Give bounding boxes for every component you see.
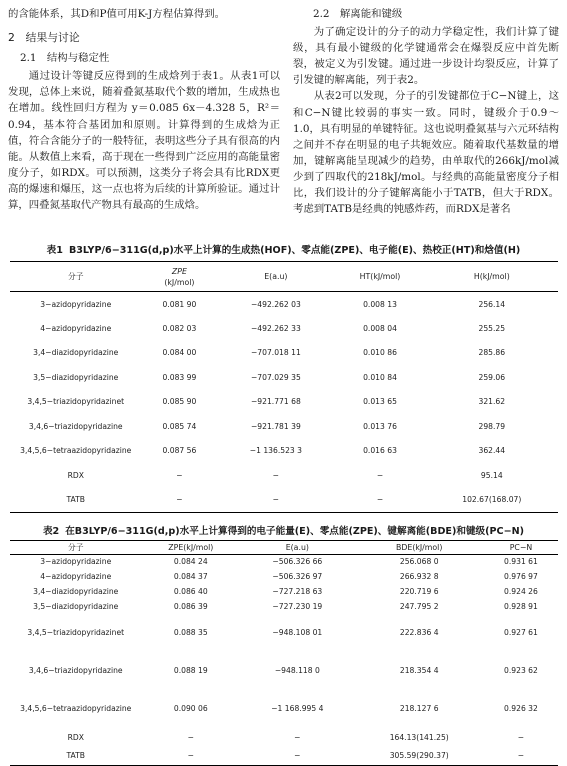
table-row [10, 728, 558, 747]
table-cell-pcn: − [517, 732, 525, 742]
table-cell-e: − [272, 470, 280, 480]
table-cell-bde: 164.13(141.25) [389, 732, 449, 742]
table-cell-h: 321.62 [478, 397, 506, 407]
table-row [10, 390, 558, 415]
table2-number: 表2 [42, 526, 60, 537]
table-cell-h: 95.14 [480, 470, 503, 480]
table-cell-ht: 0.010 86 [363, 348, 397, 358]
table-cell-zpe: 0.086 39 [173, 601, 208, 611]
table-row [10, 555, 558, 569]
table-cell-name: 3,5−diazidopyridazine [33, 372, 119, 382]
table-cell-ht: 0.016 63 [363, 446, 397, 456]
table1-header-molecule: 分子 [10, 262, 142, 292]
table-cell-zpe: 0.082 03 [162, 323, 197, 333]
table-cell-ht: − [376, 470, 384, 480]
table1 [10, 261, 558, 513]
table-cell-name: RDX [67, 732, 84, 742]
table-cell-pcn: 0.928 91 [504, 601, 538, 611]
section-heading-results: 2 结果与讨论 [8, 31, 80, 45]
table-cell-pcn: 0.924 26 [504, 586, 538, 596]
table-cell-h: 259.06 [478, 372, 506, 382]
table-cell-e: −727.230 19 [272, 601, 323, 611]
table-row [10, 690, 558, 728]
table-cell-pcn: 0.931 61 [504, 557, 538, 567]
table2-header-pcn: PC−N [484, 541, 558, 555]
table-cell-h: 102.67(168.07) [462, 495, 522, 504]
table-cell-ht: 0.013 65 [363, 397, 397, 407]
left-text-column [8, 6, 280, 213]
table-row [10, 614, 558, 652]
table-cell-e: − [294, 751, 301, 761]
table-cell-bde: 220.719 6 [399, 586, 439, 596]
table-cell-ht: 0.008 13 [363, 299, 397, 309]
table2 [10, 540, 558, 766]
table1-header-h: H(kJ/mol) [426, 262, 558, 292]
table-cell-ht: 0.010 84 [363, 372, 397, 382]
table1-header-e: E(a.u) [217, 262, 334, 292]
table-cell-bde: 222.836 4 [399, 628, 439, 637]
table-row [10, 414, 558, 439]
table2-header-row [10, 541, 558, 555]
table-cell-pcn: − [517, 751, 525, 761]
table-cell-zpe: 0.087 56 [162, 446, 197, 456]
table-cell-ht: 0.008 04 [363, 323, 397, 333]
table-cell-name: 3,4,6−triazidopyridazine [28, 421, 123, 431]
table-cell-h: 362.44 [478, 446, 506, 456]
table-row [10, 439, 558, 464]
table-cell-zpe: 0.088 19 [173, 666, 208, 675]
table2-header-e: E(a.u) [240, 541, 354, 555]
table-cell-zpe: − [187, 732, 194, 742]
table-cell-e: −948.108 01 [272, 628, 323, 637]
table-cell-pcn: 0.926 32 [504, 704, 538, 713]
table-cell-name: TATB [66, 751, 86, 761]
table-cell-zpe: 0.086 40 [173, 586, 208, 596]
table-cell-h: 255.25 [478, 323, 506, 333]
table-cell-bde: 218.354 4 [399, 666, 439, 675]
table-row [10, 599, 558, 614]
table2-header-zpe: ZPE(kJ/mol) [142, 541, 241, 555]
subsection-heading-stability: 2.1 结构与稳定性 [20, 52, 110, 65]
table1-header-zpe [142, 262, 218, 292]
table-cell-name: 3,4,5−triazidopyridazinet [27, 397, 125, 407]
table-cell-name: 3−azidopyridazine [40, 299, 112, 309]
table1-title: B3LYP/6−311G(d,p)水平上计算的生成热(HOF)、零点能(ZPE)、电子能(E)、热校正(HT)和焓值(H) [68, 245, 521, 256]
table1-number: 表1 [46, 245, 63, 256]
table-cell-zpe: − [176, 470, 183, 480]
table-row [10, 569, 558, 584]
right-text-column [293, 6, 559, 217]
table-cell-name: 4−azidopyridazine [40, 323, 112, 333]
table-cell-e: −506.326 66 [272, 557, 323, 567]
table-row [10, 652, 558, 690]
table-cell-zpe: 0.090 06 [173, 704, 208, 713]
table-cell-e: −1 136.523 3 [249, 446, 302, 456]
table1-caption [0, 242, 567, 256]
table-row [10, 341, 558, 366]
table-cell-name: 3,5−diazidopyridazine [33, 601, 119, 611]
table-cell-e: −1 168.995 4 [271, 704, 324, 713]
table-cell-name: 3,4,5,6−tetraazidopyridazine [20, 704, 132, 713]
paragraph-bond-order: 为了确定设计的分子的动力学稳定性，我们计算了键级，具有最小键级的化学键通常会在爆裂反应中首先断裂，被定义为引发键。通过进一步设计均裂反应，计算了引发键的解离能，列于表2。 [293, 26, 559, 87]
table-row [10, 463, 558, 488]
paragraph-intro-tail: 的含能体系，其D和P值可用K-J方程估算得到。 [8, 8, 226, 20]
table-cell-name: TATB [66, 495, 86, 504]
table-row [10, 488, 558, 513]
table-cell-bde: 305.59(290.37) [389, 751, 449, 761]
table-cell-e: − [272, 495, 280, 504]
table-cell-zpe: 0.083 99 [162, 372, 197, 382]
table2-caption [0, 523, 567, 537]
table-cell-e: −921.781 39 [250, 421, 301, 431]
table-cell-pcn: 0.927 61 [504, 628, 538, 637]
table-cell-zpe: 0.085 90 [162, 397, 197, 407]
table-cell-bde: 218.127 6 [399, 704, 439, 713]
table-cell-e: −506.326 97 [272, 571, 323, 581]
table-cell-pcn: 0.976 97 [504, 571, 538, 581]
table-cell-e: −727.218 63 [272, 586, 323, 596]
table-row [10, 747, 558, 766]
table-cell-pcn: 0.923 62 [504, 666, 538, 675]
table-cell-zpe: 0.085 74 [162, 421, 197, 431]
table-cell-bde: 256.068 0 [399, 557, 439, 567]
subsection-heading-dissociation: 2.2 解离能和键级 [313, 8, 403, 20]
table-cell-name: 3,4−diazidopyridazine [33, 348, 119, 358]
table1-header-zpe-label: ZPE [171, 266, 187, 276]
table2-header-molecule: 分子 [10, 541, 142, 555]
table-cell-name: 3,4,5−triazidopyridazinet [27, 628, 125, 637]
table-cell-name: 3,4,5,6−tetraazidopyridazine [20, 446, 132, 456]
table-cell-name: 3,4−diazidopyridazine [33, 586, 119, 596]
table-row [10, 316, 558, 341]
table-cell-zpe: 0.084 24 [173, 557, 208, 567]
table2-header-bde: BDE(kJ/mol) [355, 541, 484, 555]
table-cell-e: − [294, 732, 301, 742]
table-cell-name: 4−azidopyridazine [40, 571, 112, 581]
table-cell-zpe: 0.088 35 [173, 628, 208, 637]
table-cell-h: 256.14 [478, 299, 506, 309]
table-cell-e: −921.771 68 [250, 397, 301, 407]
table2-title: 在B3LYP/6−311G(d,p)水平上计算得到的电子能量(E)、零点能(ZPE)、键解离能(BDE)和键级(PC−N) [65, 526, 525, 537]
table-cell-h: 285.86 [478, 348, 506, 358]
table-cell-zpe: 0.084 37 [173, 571, 208, 581]
table-cell-zpe: 0.084 00 [162, 348, 197, 358]
table-row [10, 584, 558, 599]
paragraph-bde-analysis: 从表2可以发现，分子的引发键都位于C−N键上，这和C−N键比较弱的事实一致。同时，键级介于0.9～1.0，具有明显的单键特征。这也说明叠氮基与六元环结构之间并不存在明显的电子共轭效应。随着取代基数量的增加，键解离能呈现减少的趋势，由单取代的266kJ/mol减少到了四取代的218kJ/mol。与经典的高能量密度分子相比，我们设计的分子键解离能小于TATB，但大于RDX。考虑到TATB是经典的钝感炸药，而RDX是著名 [293, 90, 559, 216]
table-cell-name: RDX [67, 470, 84, 480]
paragraph-stability: 通过设计等键反应得到的生成焓列于表1。从表1可以发现，总体上来说，随着叠氮基取代个数的增加，生成热也在增加。线性回归方程为 y＝0.085 6x－4.328 5，R²＝0.94，基本符合基团加和原则。计算得到的生成焓为正值，符合含能分子的一般特征，表明这些分子具有很高的内能。从数值上来看，高于现在一些得到广泛应用的高能量密度分子，如RDX。可以预测，这类分子将会具有比RDX更高的爆速和爆压，这一点也将为后续的计算所验证。通过计算，四叠氮基取代产物具有最高的生成焓。 [8, 70, 280, 212]
table-cell-h: 298.79 [478, 421, 506, 431]
table-cell-zpe: − [187, 751, 194, 761]
table-cell-zpe: 0.081 90 [162, 299, 197, 309]
table-cell-e: −492.262 03 [250, 299, 301, 309]
table-cell-name: 3−azidopyridazine [40, 557, 112, 567]
table-cell-bde: 266.932 8 [399, 571, 439, 581]
table-cell-e: −948.118 0 [274, 666, 320, 675]
table-row [10, 292, 558, 317]
table-cell-e: −492.262 33 [250, 323, 301, 333]
table-cell-bde: 247.795 2 [399, 601, 439, 611]
table-cell-ht: − [376, 495, 384, 504]
table1-header-row [10, 262, 558, 292]
table-cell-e: −707.029 35 [250, 372, 301, 382]
table-cell-zpe: − [176, 495, 183, 504]
table1-header-ht: HT(kJ/mol) [334, 262, 425, 292]
table-row [10, 365, 558, 390]
table-cell-e: −707.018 11 [250, 348, 301, 358]
table-cell-name: 3,4,6−triazidopyridazine [28, 666, 123, 675]
table1-header-zpe-unit: (kJ/mol) [164, 277, 195, 287]
table-cell-ht: 0.013 76 [363, 421, 397, 431]
